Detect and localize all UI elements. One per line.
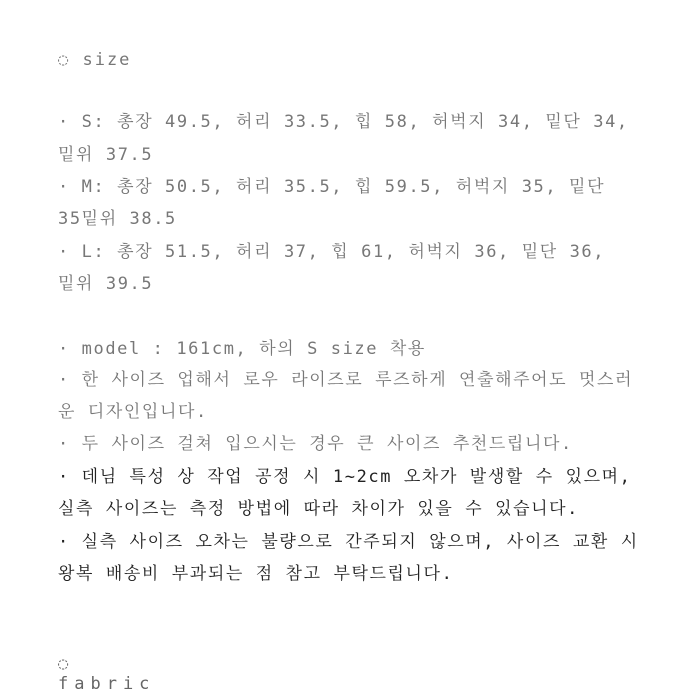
note-denim-error-2: 실측 사이즈는 측정 방법에 따라 차이가 있을 수 있습니다. xyxy=(58,499,580,519)
note-exchange-1: · 실측 사이즈 오차는 불량으로 간주되지 않으며, 사이즈 교환 시 xyxy=(58,532,639,552)
size-s-line-1: · S: 총장 49.5, 허리 33.5, 힙 58, 허벅지 34, 밑단 34, xyxy=(58,112,629,132)
note-between-sizes: · 두 사이즈 걸쳐 입으시는 경우 큰 사이즈 추천드립니다. xyxy=(58,434,573,454)
size-s-line-2: 밑위 37.5 xyxy=(58,145,154,165)
note-model: · model : 161cm, 하의 S size 착용 xyxy=(58,339,426,359)
size-section-title: ◌ size xyxy=(58,50,132,70)
size-m-line-1: · M: 총장 50.5, 허리 35.5, 힙 59.5, 허벅지 35, 밑단 xyxy=(58,177,606,197)
size-l-line-2: 밑위 39.5 xyxy=(58,274,154,294)
note-exchange-2: 왕복 배송비 부과되는 점 참고 부탁드립니다. xyxy=(58,564,454,584)
size-l-line-1: · L: 총장 51.5, 허리 37, 힙 61, 허벅지 36, 밑단 36, xyxy=(58,242,606,262)
size-m-line-2: 35밑위 38.5 xyxy=(58,209,177,229)
note-size-up-2: 운 디자인입니다. xyxy=(58,402,208,422)
next-section-cut-off xyxy=(58,654,178,694)
note-denim-error-1: · 데님 특성 상 작업 공정 시 1~2cm 오차가 발생할 수 있으며, xyxy=(58,467,632,487)
note-size-up-1: · 한 사이즈 업해서 로우 라이즈로 루즈하게 연출해주어도 멋스러 xyxy=(58,370,634,390)
next-section-title: ◌ fabric xyxy=(58,654,156,694)
